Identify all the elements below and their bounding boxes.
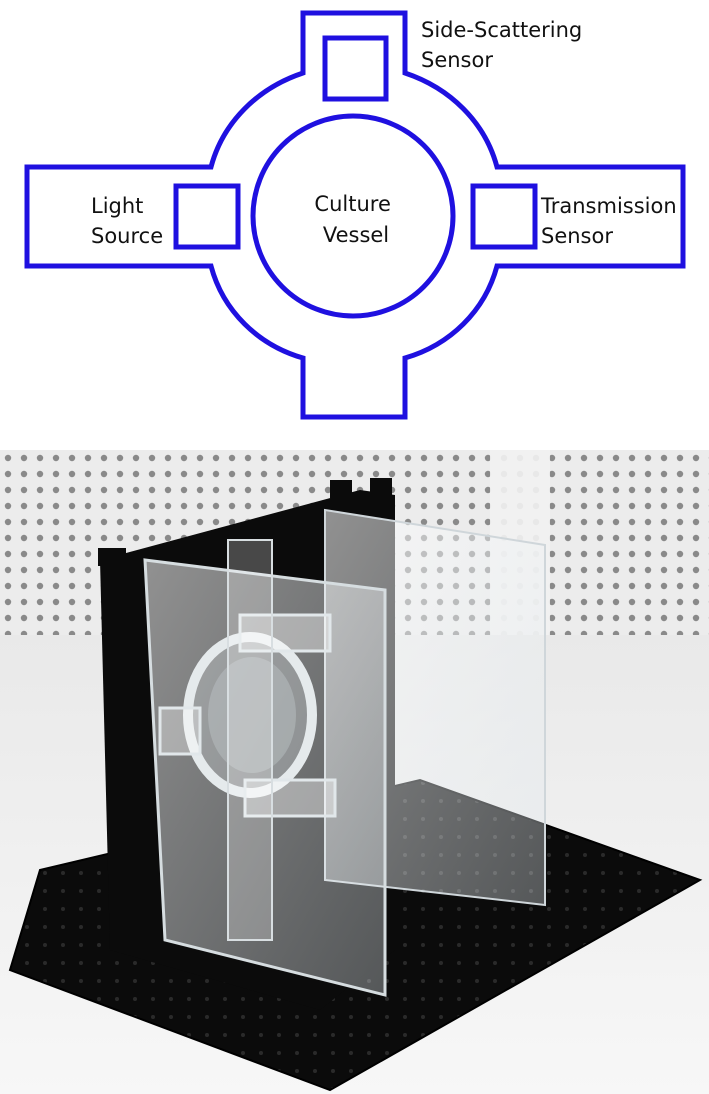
prototype-photo — [0, 450, 709, 1094]
side-scattering-label-line2: Sensor — [421, 48, 493, 72]
culture-vessel-label-line1: Culture — [314, 192, 391, 216]
top-tab — [330, 480, 352, 498]
culture-vessel-circle — [253, 116, 453, 316]
schematic-diagram — [0, 0, 709, 440]
transmission-sensor-slot — [473, 186, 535, 247]
light-source-label-line1: Light — [91, 194, 144, 218]
light-source-label-line2: Source — [91, 224, 164, 248]
transmission-label-line2: Sensor — [541, 224, 613, 248]
side-scattering-sensor-slot — [325, 38, 386, 99]
light-source-slot — [176, 186, 238, 247]
side-scattering-label-line1: Side-Scattering — [421, 18, 583, 42]
light-source-mount — [160, 708, 200, 754]
culture-vessel-label-line2: Vessel — [322, 223, 390, 247]
transmission-sensor-label — [540, 194, 683, 248]
transmission-label-line1: Transmission — [541, 194, 677, 218]
side-scattering-label — [421, 18, 589, 72]
culture-vessel-label — [314, 192, 397, 247]
light-source-label — [91, 194, 163, 248]
top-tab — [370, 478, 392, 496]
support-rail — [228, 540, 272, 940]
top-tab — [98, 548, 126, 566]
